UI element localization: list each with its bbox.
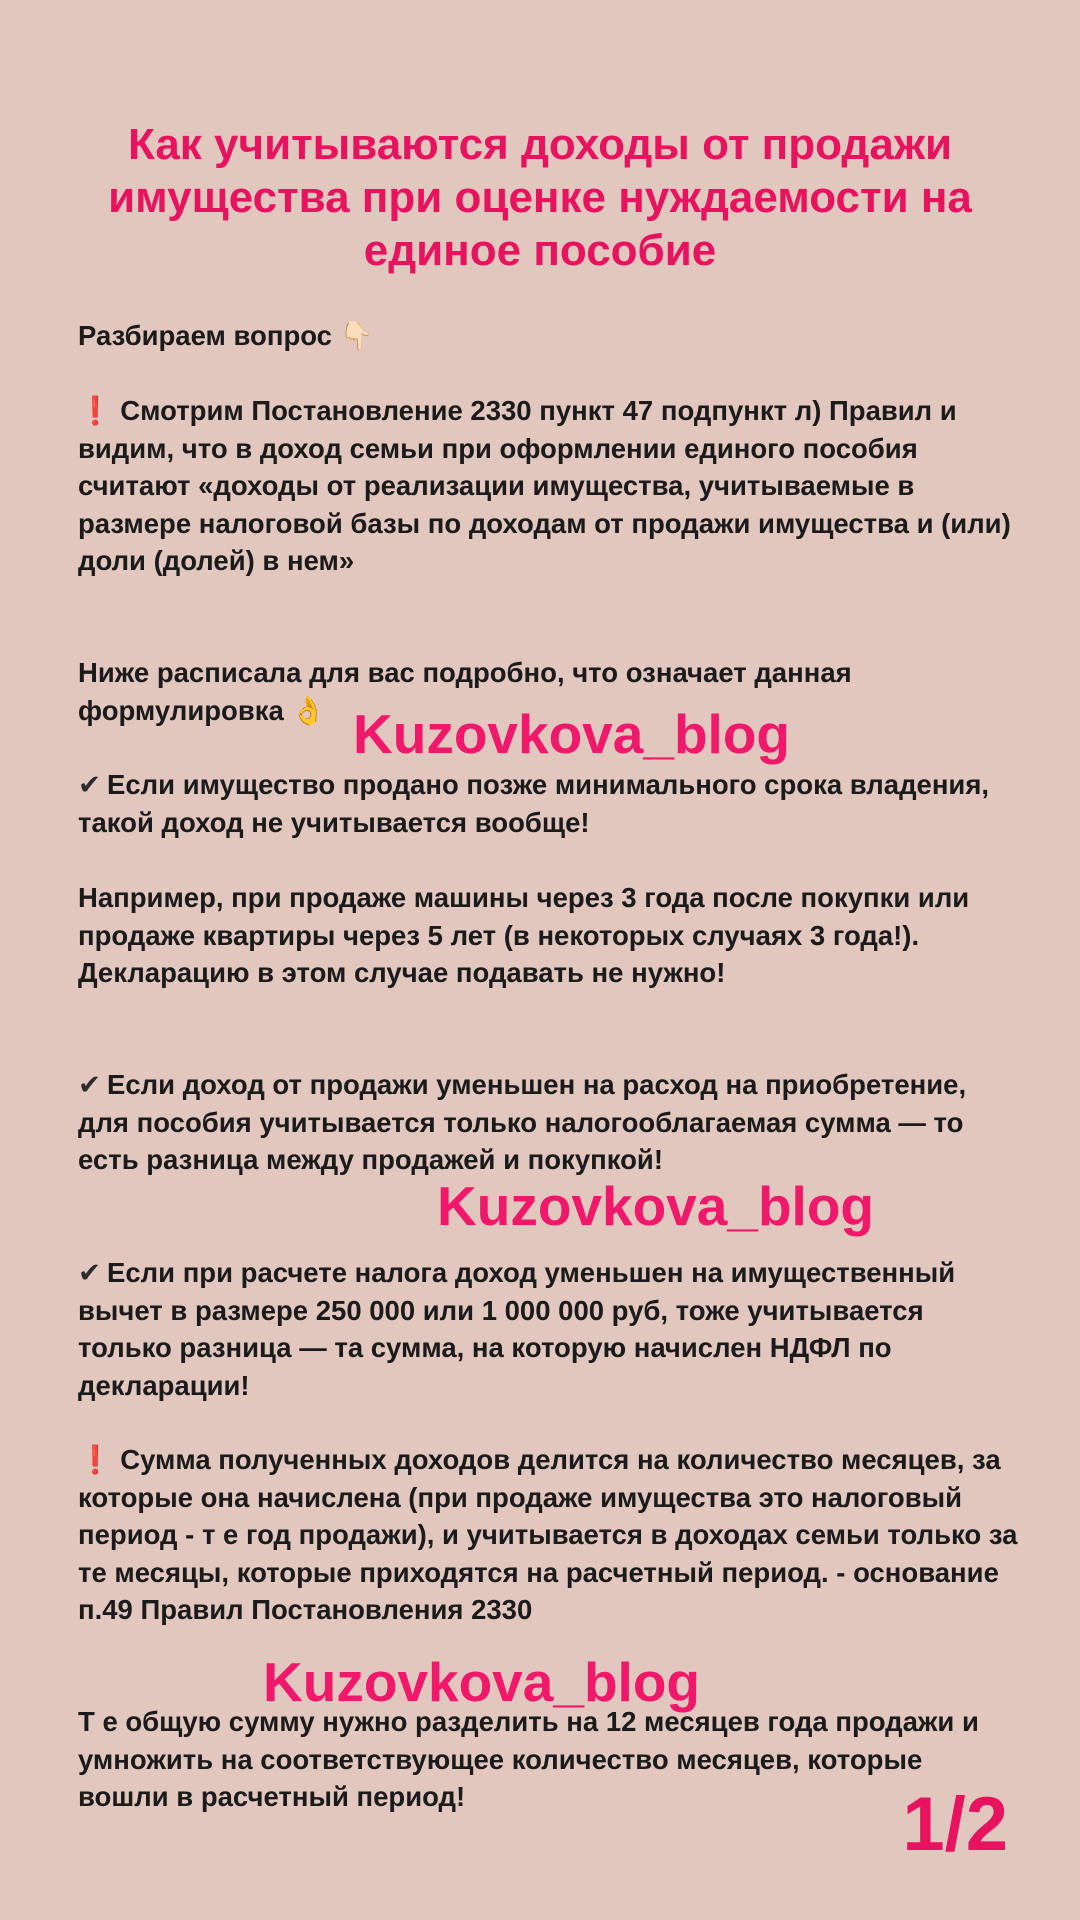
intro-paragraph [78, 317, 1018, 355]
ok-hand-icon: 👌 [291, 694, 326, 726]
paragraph-text: Ниже расписала для вас подробно, что означает данная формулировка [78, 657, 852, 726]
paragraph-min-ownership [78, 766, 1018, 841]
pointing-down-icon: 👇🏻 [339, 320, 374, 351]
exclamation-icon: ❗ [78, 1444, 113, 1475]
page-title: Как учитываются доходы от продажи имущества при оценке нуждаемости на единое пособие [108, 120, 972, 275]
exclamation-icon: ❗ [78, 395, 113, 426]
paragraph-resolution [78, 392, 1018, 580]
page-indicator: 1/2 [902, 1782, 1008, 1867]
watermark: Kuzovkova_blog [437, 1175, 875, 1237]
paragraph-text: Сумма полученных доходов делится на количество месяцев, за которые она начислена (при продаже имущества это налоговый период - т е год продажи), и учитывается в доходах семьи только за те месяцы, которые приходятся на расчетный период. - основание п.49 Правил Постановления 2330 [78, 1444, 1018, 1625]
paragraph-text: Если при расчете налога доход уменьшен на имущественный вычет в размере 250 000 или 1 000 000 руб, тоже учитывается только разница — та сумма, на которую начислен НДФЛ по декларации! [78, 1257, 956, 1401]
paragraph-text: Если имущество продано позже минимального срока владения, такой доход не учитывается вообще! [78, 769, 990, 838]
paragraph-text: Смотрим Постановление 2330 пункт 47 подпункт л) Правил и видим, что в доход семьи при оформлении единого пособия считают «доходы от реализации имущества, учитываемые в размере налоговой базы по доходам от продажи имущества и (или) доли (долей) в нем» [78, 395, 1011, 576]
paragraph-text: Например, при продаже машины через 3 года после покупки или продаже квартиры через 5 лет (в некоторых случаях 3 года!). Декларацию в этом случае подавать не нужно! [78, 882, 970, 988]
paragraph-example [78, 879, 1018, 992]
paragraph-monthly-split [78, 1441, 1018, 1629]
checkmark-icon: ✔ [78, 1257, 102, 1288]
paragraph-text: Если доход от продажи уменьшен на расход на приобретение, для пособия учитывается только налогооблагаемая сумма — то есть разница между продажей и покупкой! [78, 1069, 967, 1175]
watermark: Kuzovkova_blog [263, 1651, 701, 1713]
paragraph-text: Т е общую сумму нужно разделить на 12 месяцев года продажи и умножить на соответствующее количество месяцев, которые вошли в расчетный период! [78, 1706, 979, 1812]
checkmark-icon: ✔ [78, 769, 102, 800]
watermark: Kuzovkova_blog [353, 703, 791, 765]
checkmark-icon: ✔ [78, 1069, 102, 1100]
paragraph-property-deduction [78, 1254, 1018, 1404]
paragraph-expense-deduction [78, 1066, 1018, 1179]
paragraph-conclusion [78, 1703, 1018, 1816]
intro-text: Разбираем вопрос [78, 320, 332, 351]
